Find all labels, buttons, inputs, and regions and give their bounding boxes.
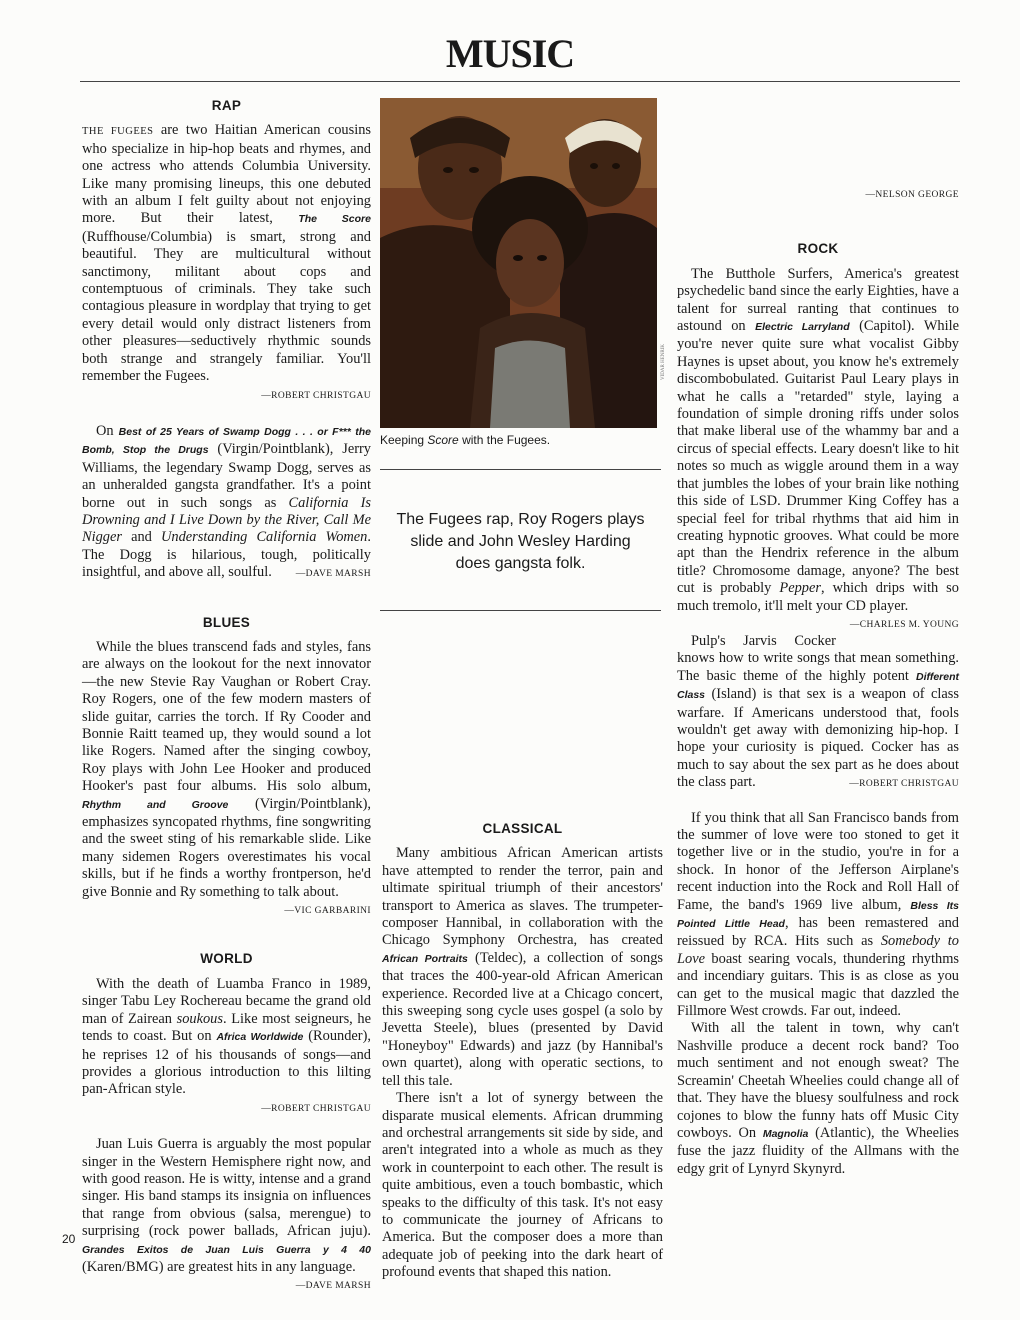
rap-review-swamp-dogg bbox=[82, 423, 371, 582]
blues-review bbox=[82, 639, 371, 901]
byline: —DAVE MARSH bbox=[295, 1281, 371, 1292]
photo-caption bbox=[380, 433, 550, 447]
song-title: Understanding California Women bbox=[161, 529, 368, 546]
byline: —CHARLES M. YOUNG bbox=[849, 619, 959, 630]
album-title-rhythm-and-groove: Rhythm and Groove bbox=[82, 798, 229, 811]
classical-text: Many ambitious African American artists have attempted to render the terror, pain and ultimate spiritual triumph of their ancestors' transport to America as slaves. The trumpeter-composer Hannibal, in collaboration with the Chicago Symphony Orchestra, has created bbox=[382, 845, 663, 949]
section-heading-rock: ROCK bbox=[797, 241, 839, 257]
song-titles: California Is Drowning and I Live Down by the River, Call Me Nigger bbox=[82, 494, 371, 546]
rap-text: and bbox=[121, 529, 161, 546]
song-title-pepper: Pepper bbox=[779, 580, 821, 597]
rock-text: (Atlantic), the Wheelies fuse the jazz fluidity of the Allmans with the edgy grit of Lynyrd Skynyrd. bbox=[677, 1124, 959, 1177]
column-left bbox=[82, 97, 371, 1296]
album-title-african-portraits: African Portraits bbox=[382, 952, 468, 965]
rock-text: If you think that all San Francisco bands from the summer of love were too stoned to get it together live or in the studio, you're in for a shock. In honor of the Jefferson Airplane's recent induction into the Rock and Roll Hall of Fame, the band's 1969 live album, bbox=[677, 809, 959, 913]
photo-credit: VIDAR HENRIK bbox=[661, 344, 666, 380]
rock-review-jefferson-airplane bbox=[677, 810, 959, 1021]
rap-lead-in: THE FUGEES bbox=[82, 126, 154, 138]
world-text: . Like most seigneurs, he tends to coast. But on bbox=[82, 1010, 371, 1045]
rap-text: are two Haitian American cousins who specialize in hip-hop beats and rhymes, and one actress who attends Columbia University. Like many promising lineups, this one debuted with an album I felt guilty about not enjoying more. But their latest, bbox=[82, 122, 372, 227]
world-text: With the death of Luamba Franco in 1989, singer Tabu Ley Rochereau became the grand old man of Zairean bbox=[82, 975, 371, 1027]
album-title-swamp-dogg: Best of 25 Years of Swamp Dogg . . . or F*** the Bomb, Stop the Drugs bbox=[82, 425, 371, 457]
page-title: MUSIC bbox=[445, 31, 575, 76]
fugees-photo bbox=[380, 98, 657, 428]
rap-review-fugees bbox=[82, 122, 371, 385]
rock-review-screamin-cheetah-wheelies bbox=[677, 1020, 959, 1178]
pullquote-rule-bottom bbox=[380, 610, 661, 611]
section-heading-blues: BLUES bbox=[202, 614, 251, 630]
classical-text: (Teldec), a collection of songs that traces the 400-year-old African American experience. Recorded live at a Chicago concert, this sweeping song cycle uses gospel (a solo by Jevetta Steele), blues (presented by David "Honeyboy" Edwards) and jazz (by Hannibal's own quartet), along with operatic sections, to tell this tale. bbox=[382, 949, 663, 1089]
album-title-africa-worldwide: Africa Worldwide bbox=[216, 1031, 304, 1044]
byline: —DAVE MARSH bbox=[295, 569, 371, 580]
byline: —NELSON GEORGE bbox=[865, 190, 959, 200]
rock-text: , has been remastered and reissued by RCA. Hits such as bbox=[677, 915, 959, 950]
album-title-bless-its-pointed-little-head: Bless Its Pointed Little Head bbox=[677, 899, 959, 931]
world-review-tabu-ley bbox=[82, 976, 371, 1099]
genre-name: soukous bbox=[176, 1010, 223, 1027]
rock-text: (Island) is that sex is a weapon of class warfare. If Americans understood that, fools wouldn't get away with demonizing hip-hop. I hope your curiosity is piqued. Cocker has as much to say about the sex part as he does about the class part. bbox=[677, 686, 959, 791]
rap-text: On bbox=[96, 422, 119, 439]
rock-text: With all the talent in town, why can't Nashville produce a decent rock band? Too much sentiment and not enough sweat? The Screamin' Cheetah Wheelies could change all of that. They have the bluesy soulfulness and rock cojones to blow the funny hats off Music City cowboys. On bbox=[677, 1020, 959, 1141]
caption-title: Score bbox=[427, 433, 459, 447]
album-title-magnolia: Magnolia bbox=[762, 1127, 809, 1140]
column-right bbox=[677, 95, 959, 1178]
byline: —VIC GARBARINI bbox=[284, 906, 371, 917]
rock-text: (Capitol). While you're never quite sure what vocalist Gibby Haynes is upset about, you know he's extremely discombobulated. Guitarist Paul Leary plays in what he calls a "retarded" style, laying a foundation of simple droning riffs under solos that make liberal use of the whammy bar and a circus of special effects. Leary doesn't like to hit notes so much as wiggle around them in a way that jumbles the lobes of your brain like nothing this side of LSD. Drummer King Coffey has a special feel for tribal rhythms that aid him in creating hypnotic grooves. What could be more apt than the Hendrix reference in the album title? Chromosome damage, anyone? The best cut is probably bbox=[677, 318, 959, 597]
rock-text: , which drips with so much tremolo, it'll melt your CD player. bbox=[677, 580, 959, 614]
pull-quote: The Fugees rap, Roy Rogers plays slide and John Wesley Harding does gangsta folk. bbox=[396, 511, 645, 572]
section-heading-world: WORLD bbox=[200, 951, 253, 967]
song-title-somebody-to-love: Somebody to Love bbox=[677, 933, 959, 967]
rap-text: . The Dogg is hilarious, tough, politically insightful, and above all, soulful. bbox=[82, 529, 371, 581]
caption-text: with the Fugees. bbox=[458, 433, 551, 447]
byline: —ROBERT CHRISTGAU bbox=[261, 1103, 371, 1114]
fugees-illustration bbox=[380, 98, 657, 428]
rock-text: boast searing vocals, thundering rhythms and incendiary guitars. This is as close as you can get to the musical magic that dazzled the Fillmore West crowds. Far out, indeed. bbox=[677, 950, 959, 1020]
title-rule bbox=[80, 81, 960, 82]
world-text: Juan Luis Guerra is arguably the most popular singer in the Western Hemisphere right now, and with good reason. He is witty, intense and a grand singer. His band stamps its insignia on influences that range from obvious (salsa, merengue) to surprising (rock power ballads, African juju). bbox=[82, 1136, 371, 1240]
byline: —ROBERT CHRISTGAU bbox=[261, 390, 371, 401]
page-number: 20 bbox=[62, 1232, 76, 1246]
album-title-grandes-exitos: Grandes Exitos de Juan Luis Guerra y 4 40 bbox=[82, 1243, 371, 1256]
blues-text: (Virgin/Pointblank), emphasizes syncopated rhythms, fine songwriting and the sweet sting of his remarkable slide. Like many sidemen Rogers overestimates his vocal skills, but if he finds a worthy frontperson, he'd give Bonnie and Ry something to talk about. bbox=[82, 795, 371, 900]
column-middle-classical bbox=[382, 820, 663, 1282]
world-text: (Karen/BMG) are greatest hits in any language. bbox=[82, 1258, 356, 1275]
album-title-the-score: The Score bbox=[298, 213, 371, 226]
rock-review-pulp bbox=[677, 633, 959, 792]
section-heading-classical: CLASSICAL bbox=[482, 821, 563, 836]
rock-text: Pulp's Jarvis Cocker knows how to write songs that mean something. The basic theme of the highly potent bbox=[677, 632, 959, 684]
rock-review-butthole-surfers bbox=[677, 265, 959, 630]
world-review-guerra bbox=[82, 1136, 371, 1276]
section-heading-rap: RAP bbox=[211, 98, 242, 113]
classical-review-p2: There isn't a lot of synergy between the disparate musical elements. African drumming and orchestral arrangements sit side by side, and aren't integrated into a whole as much as they work in counterpoint to each other. The result is quite ambitious, even a touch bombastic, which speaks to the difficulty of this task. It's not easy to communicate the journey of Africans to America. But the composer does a more than adequate job of peeking into the dark heart of profound events that shaped this nation. bbox=[382, 1090, 663, 1281]
album-title-electric-larryland: Electric Larryland bbox=[755, 321, 850, 334]
pullquote-rule-top bbox=[380, 469, 661, 470]
byline: —ROBERT CHRISTGAU bbox=[849, 779, 959, 790]
rap-text: (Virgin/Pointblank), Jerry Williams, the legendary Swamp Dogg, serves as an unheralded gangsta grandfather. It's a point borne out in such songs as bbox=[82, 441, 371, 511]
album-title-different-class: Different Class bbox=[677, 670, 959, 702]
world-text: (Rounder), he reprises 12 of his thousands of songs—and provides a glorious introduction to this lilting pan-African style. bbox=[82, 1028, 371, 1098]
blues-text: While the blues transcend fads and styles, fans are always on the lookout for the next innovator—the new Stevie Ray Vaughan or Robert Cray. Roy Rogers, one of the few modern masters of slide guitar, carries the torch. If Ry Cooder and Bonnie Raitt teamed up, they would sound a lot like Rogers. Named after the singing cowboy, Roy plays with John Lee Hooker and produced Hooker's past four albums. His solo album, bbox=[82, 638, 371, 795]
classical-review-p1 bbox=[382, 845, 663, 1090]
caption-text: Keeping bbox=[380, 433, 428, 447]
rock-text: The Butthole Surfers, America's greatest psychedelic band since the early Eighties, have a talent for surreal ranting that continues to astound on bbox=[677, 265, 959, 335]
rap-text: (Ruffhouse/Columbia) is smart, strong and beautiful. They are multicultural without sanctimony, militant about cops and contemptuous of criminals. They take such contagious pleasure in wordplay that trying to get every detail would only distract listeners from other pleasures—seductively rhythmic sounds both strange and strangely familiar. You'll remember the Fugees. bbox=[82, 228, 371, 385]
